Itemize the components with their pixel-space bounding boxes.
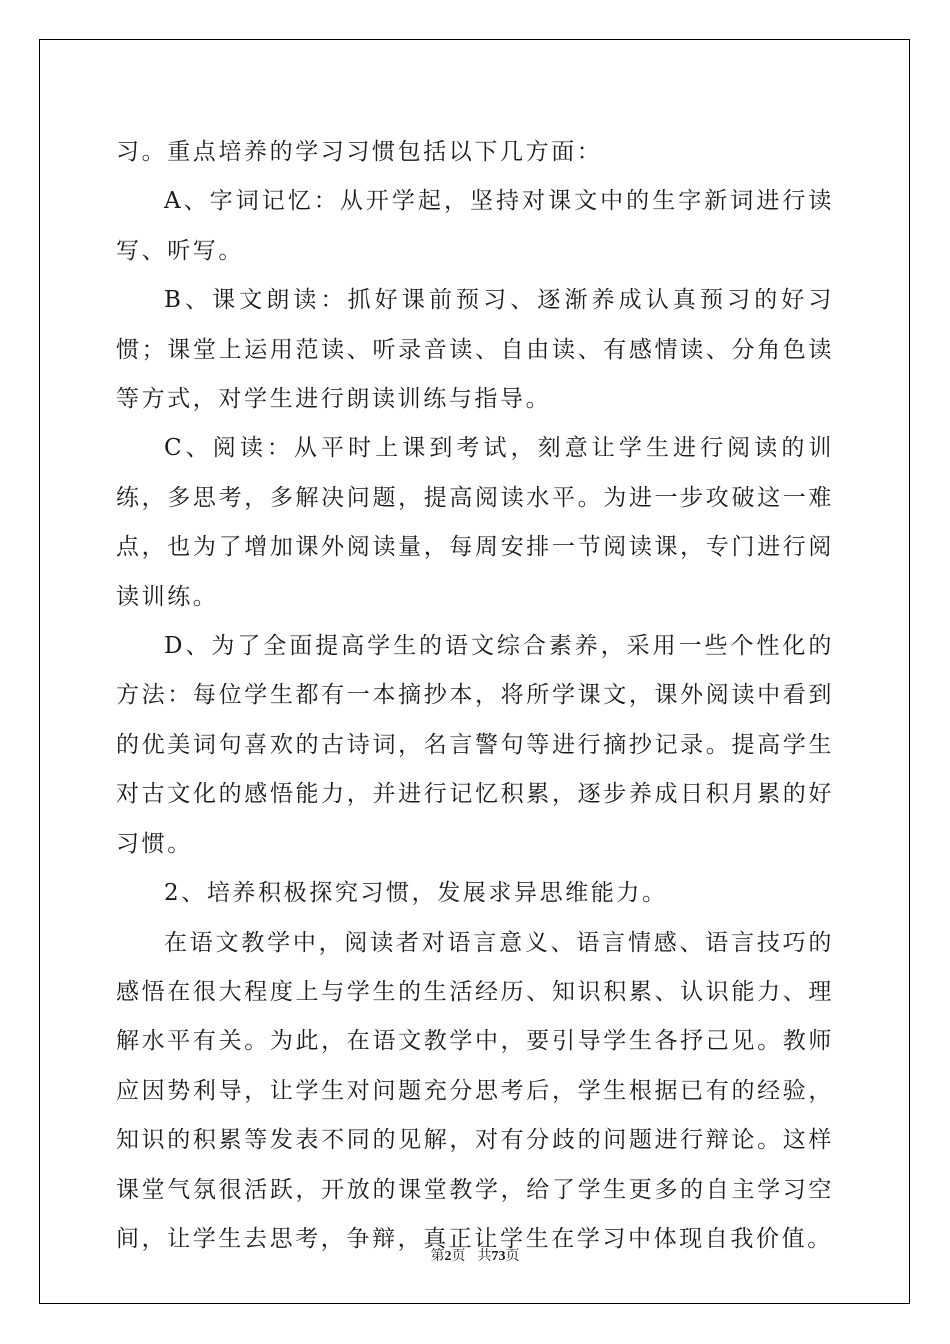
paragraph-section-2-heading: 2、培养积极探究习惯，发展求异思维能力。	[164, 880, 668, 907]
document-body	[116, 128, 834, 1264]
page-footer	[0, 1245, 950, 1265]
paragraph-d-literacy: D、为了全面提高学生的语文综合素养，采用一些个性化的方法：每位学生都有一本摘抄本，将所学课文，课外阅读中看到的优美词句喜欢的古诗词，名言警句等进行摘抄记录。提高学生对古文化的感悟能力，并进行记忆积累，逐步养成日积月累的好习惯。	[116, 633, 834, 857]
footer-total-prefix: 共	[477, 1248, 492, 1264]
footer-page-word: 页	[451, 1248, 466, 1264]
paragraph-a-word-memory: A、字词记忆：从开学起，坚持对课文中的生字新词进行读写、听写。	[116, 188, 834, 264]
footer-total-pages: 73	[491, 1249, 506, 1264]
paragraph-teaching-discussion: 在语文教学中，阅读者对语言意义、语言情感、语言技巧的感悟在很大程度上与学生的生活经历、知识积累、认识能力、理解水平有关。为此，在语文教学中，要引导学生各抒己见。教师应因势利导，让学生对问题充分思考后，学生根据已有的经验，知识的积累等发表不同的见解，对有分歧的问题进行辩论。这样课堂气氛很活跃，开放的课堂教学，给了学生更多的自主学习空间，让学生去思考，争辩，真正让学生在学习中体现自我价值。	[116, 929, 834, 1252]
footer-prefix: 第	[430, 1248, 445, 1264]
footer-total-suffix: 页	[505, 1248, 520, 1264]
paragraph-b-text-reading: B、课文朗读：抓好课前预习、逐渐养成认真预习的好习惯；课堂上运用范读、听录音读、自由读、有感情读、分角色读等方式，对学生进行朗读训练与指导。	[116, 287, 834, 413]
paragraph-continuation: 习。重点培养的学习习惯包括以下几方面：	[116, 139, 603, 165]
paragraph-c-reading: C、阅读：从平时上课到考试，刻意让学生进行阅读的训练，多思考，多解决问题，提高阅读水平。为进一步攻破这一难点，也为了增加课外阅读量，每周安排一节阅读课，专门进行阅读训练。	[116, 435, 834, 610]
footer-current-page: 2	[444, 1249, 452, 1264]
